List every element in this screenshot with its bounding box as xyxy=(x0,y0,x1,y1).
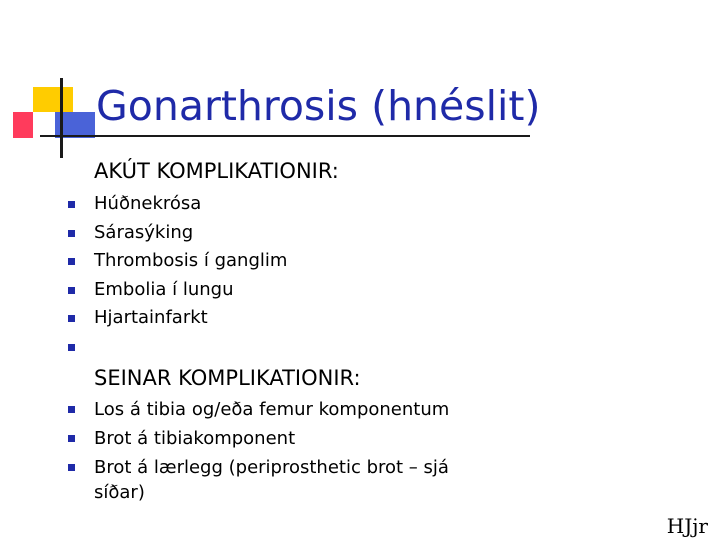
bullet-square-icon xyxy=(68,201,75,208)
bullet-square-icon xyxy=(68,435,75,442)
list-item-text: Thrombosis í ganglim xyxy=(94,250,288,271)
list-item xyxy=(68,276,488,305)
title-underline xyxy=(40,135,530,137)
list-item xyxy=(68,190,488,219)
acute-complications-list xyxy=(68,190,488,361)
list-item xyxy=(68,333,488,362)
list-item-text: Brot á lærlegg (periprosthetic brot – sjá síðar) xyxy=(94,457,449,503)
list-item xyxy=(68,397,488,426)
author-signature: HJjr xyxy=(666,514,708,538)
bullet-square-icon xyxy=(68,344,75,351)
list-item xyxy=(68,247,488,276)
bullet-square-icon xyxy=(68,287,75,294)
list-item-text: Sárasýking xyxy=(94,221,194,243)
list-item-text: Brot á tibiakomponent xyxy=(94,428,296,449)
list-item xyxy=(68,455,488,505)
bullet-square-icon xyxy=(68,464,75,471)
list-item-text: Embolia í lungu xyxy=(94,278,234,300)
list-item xyxy=(68,219,488,248)
bullet-square-icon xyxy=(68,230,75,237)
section-heading-acute: AKÚT KOMPLIKATIONIR: xyxy=(94,159,339,183)
list-item-text: Los á tibia og/eða femur komponentum xyxy=(94,399,450,420)
bullet-square-icon xyxy=(68,315,75,322)
late-complications-list xyxy=(68,397,488,505)
section-heading-late: SEINAR KOMPLIKATIONIR: xyxy=(94,366,361,390)
list-item xyxy=(68,304,488,333)
bullet-square-icon xyxy=(68,258,75,265)
logo-vertical-line xyxy=(60,78,63,158)
list-item xyxy=(68,426,488,455)
slide-title: Gonarthrosis (hnéslit) xyxy=(96,82,541,130)
bullet-square-icon xyxy=(68,406,75,413)
list-item-text: Hjartainfarkt xyxy=(94,307,208,328)
list-item-text: Húðnekrósa xyxy=(94,193,202,214)
